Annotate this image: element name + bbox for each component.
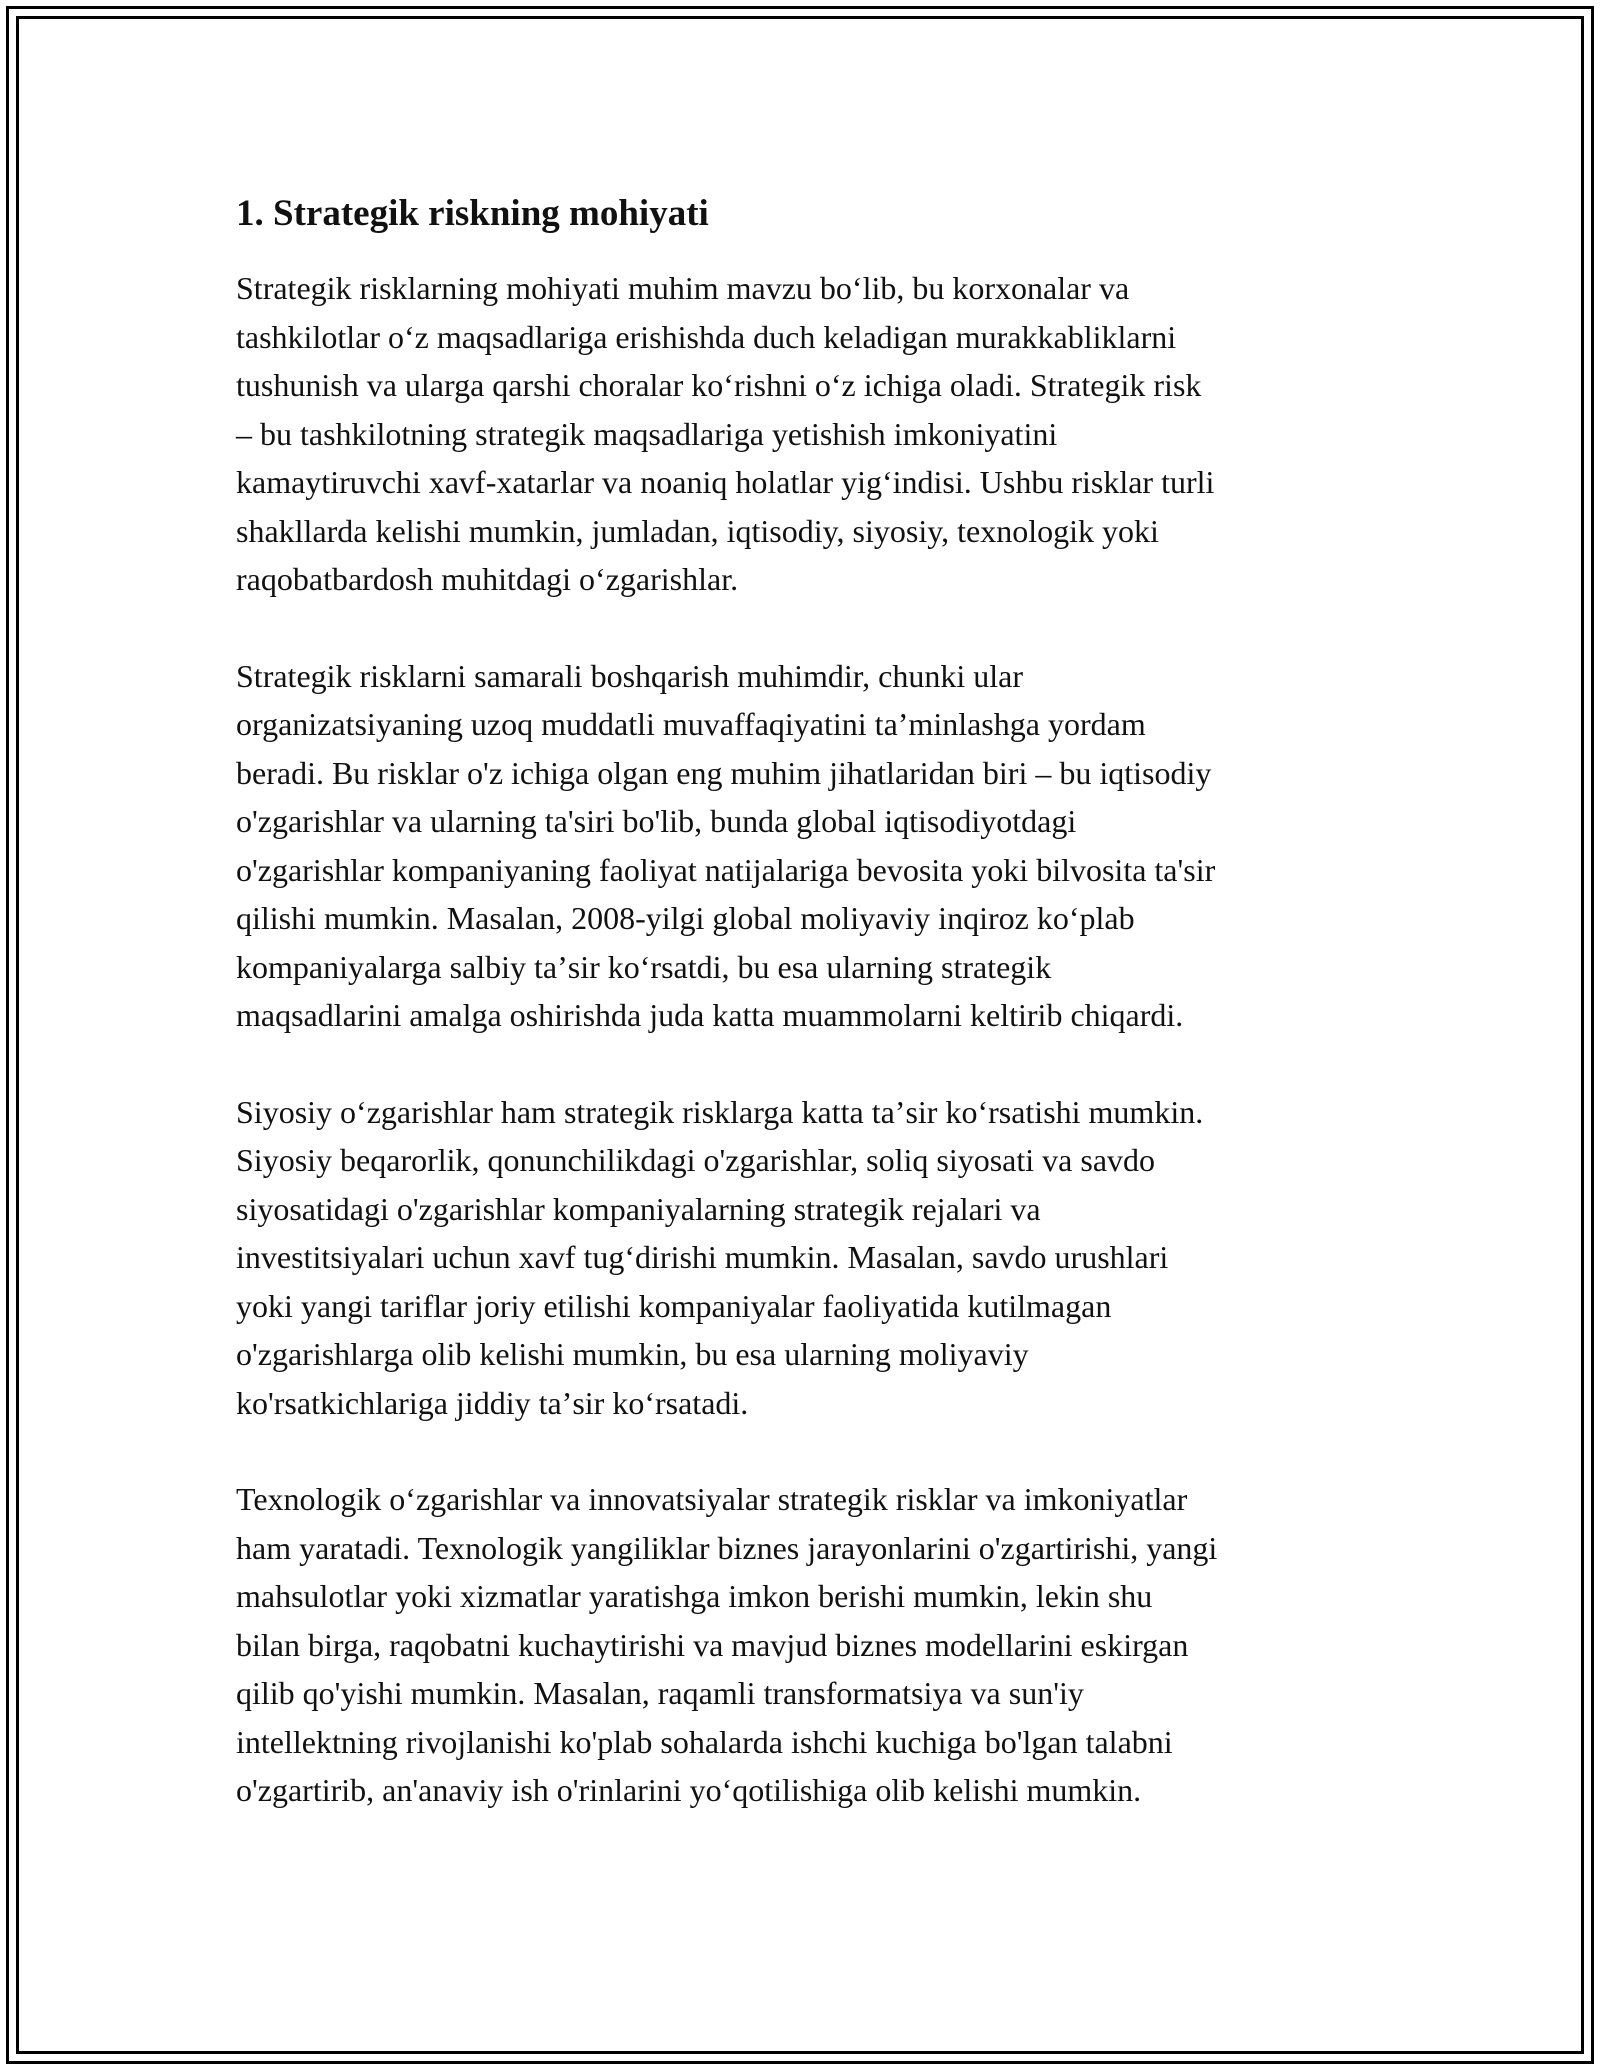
text-line: tashkilotlar oʻz maqsadlariga erishishda duch keladigan murakkabliklarni	[236, 318, 1177, 355]
text-line: bilan birga, raqobatni kuchaytirishi va mavjud biznes modellarini eskirgan	[236, 1626, 1189, 1663]
text-line: Strategik risklarni samarali boshqarish muhimdir, chunki ular	[236, 657, 1023, 694]
text-line: kamaytiruvchi xavf-xatarlar va noaniq holatlar yigʻindisi. Ushbu risklar turli	[236, 464, 1215, 500]
text-line: mahsulotlar yoki xizmatlar yaratishga imkon berishi mumkin, lekin shu	[236, 1578, 1153, 1614]
text-line: yoki yangi tariflar joriy etilishi kompaniyalar faoliyatida kutilmagan	[236, 1287, 1112, 1324]
text-line: qilishi mumkin. Masalan, 2008-yilgi global moliyaviy inqiroz koʻplab	[236, 900, 1135, 936]
text-line: Strategik risklarning mohiyati muhim mavzu boʻlib, bu korxonalar va	[236, 270, 1130, 306]
paragraph-3	[236, 1088, 1366, 1428]
text-line: Siyosiy beqarorlik, qonunchilikdagi o'zgarishlar, soliq siyosati va savdo	[236, 1142, 1156, 1178]
paragraph-1	[236, 264, 1366, 604]
section-heading: 1. Strategik riskning mohiyati	[236, 193, 709, 234]
text-line: – bu tashkilotning strategik maqsadlariga yetishish imkoniyatini	[236, 415, 1058, 452]
text-line: intellektning rivojlanishi ko'plab sohalarda ishchi kuchiga bo'lgan talabni	[236, 1723, 1173, 1760]
text-line: o'zgarishlar va ularning ta'siri bo'lib, bunda global iqtisodiyotdagi	[236, 803, 1077, 839]
text-line: organizatsiyaning uzoq muddatli muvaffaqiyatini taʼminlashga yordam	[236, 706, 1146, 742]
text-line: shakllarda kelishi mumkin, jumladan, iqtisodiy, siyosiy, texnologik yoki	[236, 512, 1159, 549]
text-line: o'zgartirib, an'anaviy ish o'rinlarini yoʻqotilishiga olib kelishi mumkin.	[236, 1772, 1142, 1808]
text-line: siyosatidagi o'zgarishlar kompaniyalarning strategik rejalari va	[236, 1190, 1041, 1227]
text-line: investitsiyalari uchun xavf tugʻdirishi mumkin. Masalan, savdo urushlari	[236, 1239, 1169, 1275]
text-line: o'zgarishlarga olib kelishi mumkin, bu esa ularning moliyaviy	[236, 1336, 1029, 1372]
text-line: raqobatbardosh muhitdagi oʻzgarishlar.	[236, 561, 739, 597]
text-line: maqsadlarini amalga oshirishda juda katta muammolarni keltirib chiqardi.	[236, 997, 1184, 1033]
text-line: beradi. Bu risklar o'z ichiga olgan eng muhim jihatlaridan biri – bu iqtisodiy	[236, 754, 1212, 791]
text-line: kompaniyalarga salbiy taʼsir koʻrsatdi, bu esa ularning strategik	[236, 948, 1052, 985]
paragraph-2	[236, 652, 1366, 1040]
text-line: Texnologik oʻzgarishlar va innovatsiyalar strategik risklar va imkoniyatlar	[236, 1481, 1188, 1517]
text-line: Siyosiy oʻzgarishlar ham strategik risklarga katta taʼsir koʻrsatishi mumkin.	[236, 1093, 1204, 1130]
text-line: ham yaratadi. Texnologik yangiliklar biznes jarayonlarini o'zgartirishi, yangi	[236, 1529, 1218, 1566]
text-line: o'zgarishlar kompaniyaning faoliyat natijalariga bevosita yoki bilvosita ta'sir	[236, 851, 1216, 888]
paragraph-list	[236, 264, 1366, 1815]
document-body	[236, 188, 1366, 1863]
text-line: ko'rsatkichlariga jiddiy taʼsir koʻrsatadi.	[236, 1384, 749, 1421]
paragraph-4	[236, 1475, 1366, 1815]
text-line: tushunish va ularga qarshi choralar koʻrishni oʻz ichiga oladi. Strategik risk	[236, 367, 1202, 403]
text-line: qilib qo'yishi mumkin. Masalan, raqamli transformatsiya va sun'iy	[236, 1675, 1084, 1711]
